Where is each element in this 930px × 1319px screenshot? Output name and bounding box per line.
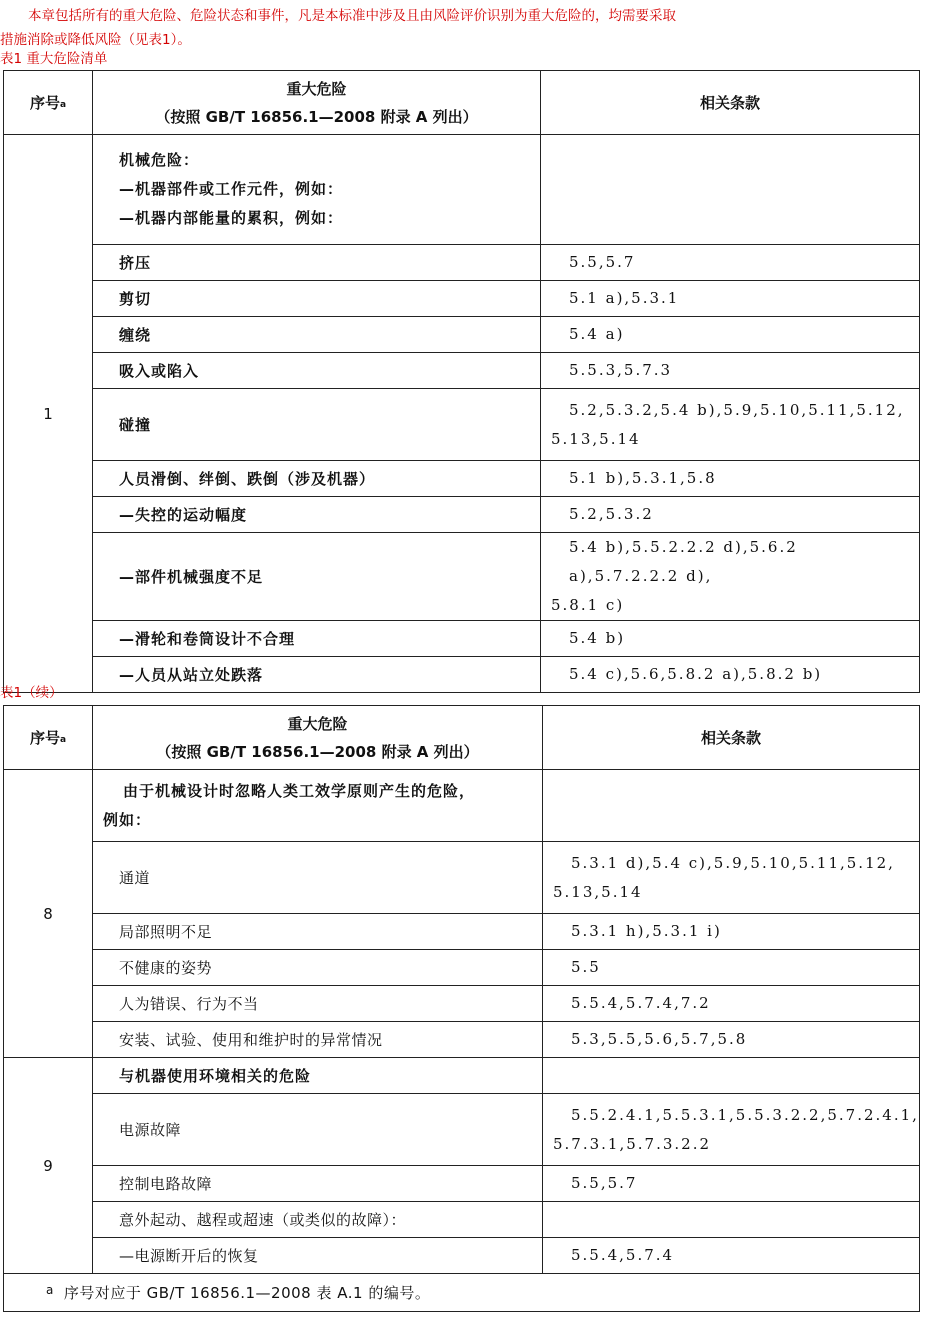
header-seq: 序号$^a$ — [4, 706, 93, 770]
hazard-cell: 挤压 — [93, 245, 541, 281]
header-hazard: 重大危险 （按照 GB/T 16856.1—2008 附录 A 列出） — [93, 706, 543, 770]
clause-cell: 5.4 a) — [541, 317, 920, 353]
clause-cell: 5.4 b) — [541, 621, 920, 657]
clause-cell: 5.4 c),5.6,5.8.2 a),5.8.2 b) — [541, 657, 920, 693]
table-row — [4, 245, 920, 281]
hazard-cell: 意外起动、越程或超速（或类似的故障）： — [93, 1202, 543, 1238]
hazard-cell: 碰撞 — [93, 389, 541, 461]
clause-cell — [543, 1202, 920, 1238]
table-row — [4, 1094, 920, 1166]
table-row — [4, 621, 920, 657]
hazard-table-1 — [3, 70, 920, 693]
table-row — [4, 1166, 920, 1202]
footnote: $^a$ 序号对应于 GB/T 16856.1—2008 表 A.1 的编号。 — [4, 1274, 920, 1312]
header-clause: 相关条款 — [541, 71, 920, 135]
table-row — [4, 533, 920, 621]
table2-header-row — [4, 706, 920, 770]
hazard-cell: —部件机械强度不足 — [93, 533, 541, 621]
table-row — [4, 770, 920, 842]
clause-cell: 5.2,5.3.2,5.4 b),5.9,5.10,5.11,5.12, 5.13,5.14 — [541, 389, 920, 461]
table-row — [4, 1022, 920, 1058]
clause-cell: 5.1 b),5.3.1,5.8 — [541, 461, 920, 497]
table-row — [4, 497, 920, 533]
clause-cell: 5.5.4,5.7.4 — [543, 1238, 920, 1274]
table-row — [4, 389, 920, 461]
clause-cell: 5.5.3,5.7.3 — [541, 353, 920, 389]
hazard-cell: 不健康的姿势 — [93, 950, 543, 986]
hazard-cell: 人员滑倒、绊倒、跌倒（涉及机器） — [93, 461, 541, 497]
hazard-cell: —电源断开后的恢复 — [93, 1238, 543, 1274]
intro-line-2: 措施消除或降低风险（见表1）。 — [0, 32, 191, 48]
intro-paragraph — [0, 4, 930, 52]
table-row — [4, 317, 920, 353]
table-row — [4, 1202, 920, 1238]
clause-cell — [543, 1058, 920, 1094]
hazard-cell: 电源故障 — [93, 1094, 543, 1166]
footnote-row — [4, 1274, 920, 1312]
hazard-cell: —失控的运动幅度 — [93, 497, 541, 533]
clause-cell: 5.1 a),5.3.1 — [541, 281, 920, 317]
table2-caption: 表1（续） — [0, 685, 63, 701]
table-row — [4, 986, 920, 1022]
table1-header-row — [4, 71, 920, 135]
hazard-table-2 — [3, 705, 920, 1312]
clause-cell: 5.3.1 h),5.3.1 i) — [543, 914, 920, 950]
table-row — [4, 1238, 920, 1274]
hazard-cell: —滑轮和卷筒设计不合理 — [93, 621, 541, 657]
table-row — [4, 353, 920, 389]
table-row — [4, 461, 920, 497]
hazard-cell: 缠绕 — [93, 317, 541, 353]
header-hazard: 重大危险 （按照 GB/T 16856.1—2008 附录 A 列出） — [93, 71, 541, 135]
hazard-cell: 人为错误、行为不当 — [93, 986, 543, 1022]
table-row — [4, 914, 920, 950]
seq-cell: 1 — [4, 135, 93, 693]
hazard-cell: 剪切 — [93, 281, 541, 317]
clause-cell: 5.5.2.4.1,5.5.3.1,5.5.3.2.2,5.7.2.4.1, 5.7.3.1,5.7.3.2.2 — [543, 1094, 920, 1166]
clause-cell: 5.5,5.7 — [543, 1166, 920, 1202]
table1-caption: 表1 重大危险清单 — [0, 51, 108, 67]
clause-cell: 5.3,5.5,5.6,5.7,5.8 — [543, 1022, 920, 1058]
table-row — [4, 281, 920, 317]
clause-cell: 5.4 b),5.5.2.2.2 d),5.6.2 a),5.7.2.2.2 d), 5.8.1 c) — [541, 533, 920, 621]
header-clause: 相关条款 — [543, 706, 920, 770]
table-row — [4, 1058, 920, 1094]
hazard-cell: 安装、试验、使用和维护时的异常情况 — [93, 1022, 543, 1058]
intro-line-1: 本章包括所有的重大危险、危险状态和事件，凡是本标准中涉及且由风险评价识别为重大危险的，均需要采取 — [28, 8, 676, 24]
clause-cell: 5.5.4,5.7.4,7.2 — [543, 986, 920, 1022]
header-seq: 序号$^a$ — [4, 71, 93, 135]
hazard-intro: 机械危险： —机器部件或工作元件，例如： —机器内部能量的累积，例如： — [93, 135, 541, 245]
hazard-cell: 局部照明不足 — [93, 914, 543, 950]
seq-cell: 8 — [4, 770, 93, 1058]
hazard-cell: 通道 — [93, 842, 543, 914]
table-row — [4, 657, 920, 693]
table-row — [4, 950, 920, 986]
clause-cell — [543, 770, 920, 842]
table-row — [4, 842, 920, 914]
seq-cell: 9 — [4, 1058, 93, 1274]
hazard-cell: —人员从站立处跌落 — [93, 657, 541, 693]
clause-cell: 5.3.1 d),5.4 c),5.9,5.10,5.11,5.12, 5.13,5.14 — [543, 842, 920, 914]
hazard-cell: 吸入或陷入 — [93, 353, 541, 389]
hazard-cell: 控制电路故障 — [93, 1166, 543, 1202]
hazard-intro: 由于机械设计时忽略人类工效学原则产生的危险， 例如： — [93, 770, 543, 842]
clause-cell: 5.5 — [543, 950, 920, 986]
clause-cell — [541, 135, 920, 245]
table-row — [4, 135, 920, 245]
clause-cell: 5.2,5.3.2 — [541, 497, 920, 533]
clause-cell: 5.5,5.7 — [541, 245, 920, 281]
hazard-intro: 与机器使用环境相关的危险 — [93, 1058, 543, 1094]
